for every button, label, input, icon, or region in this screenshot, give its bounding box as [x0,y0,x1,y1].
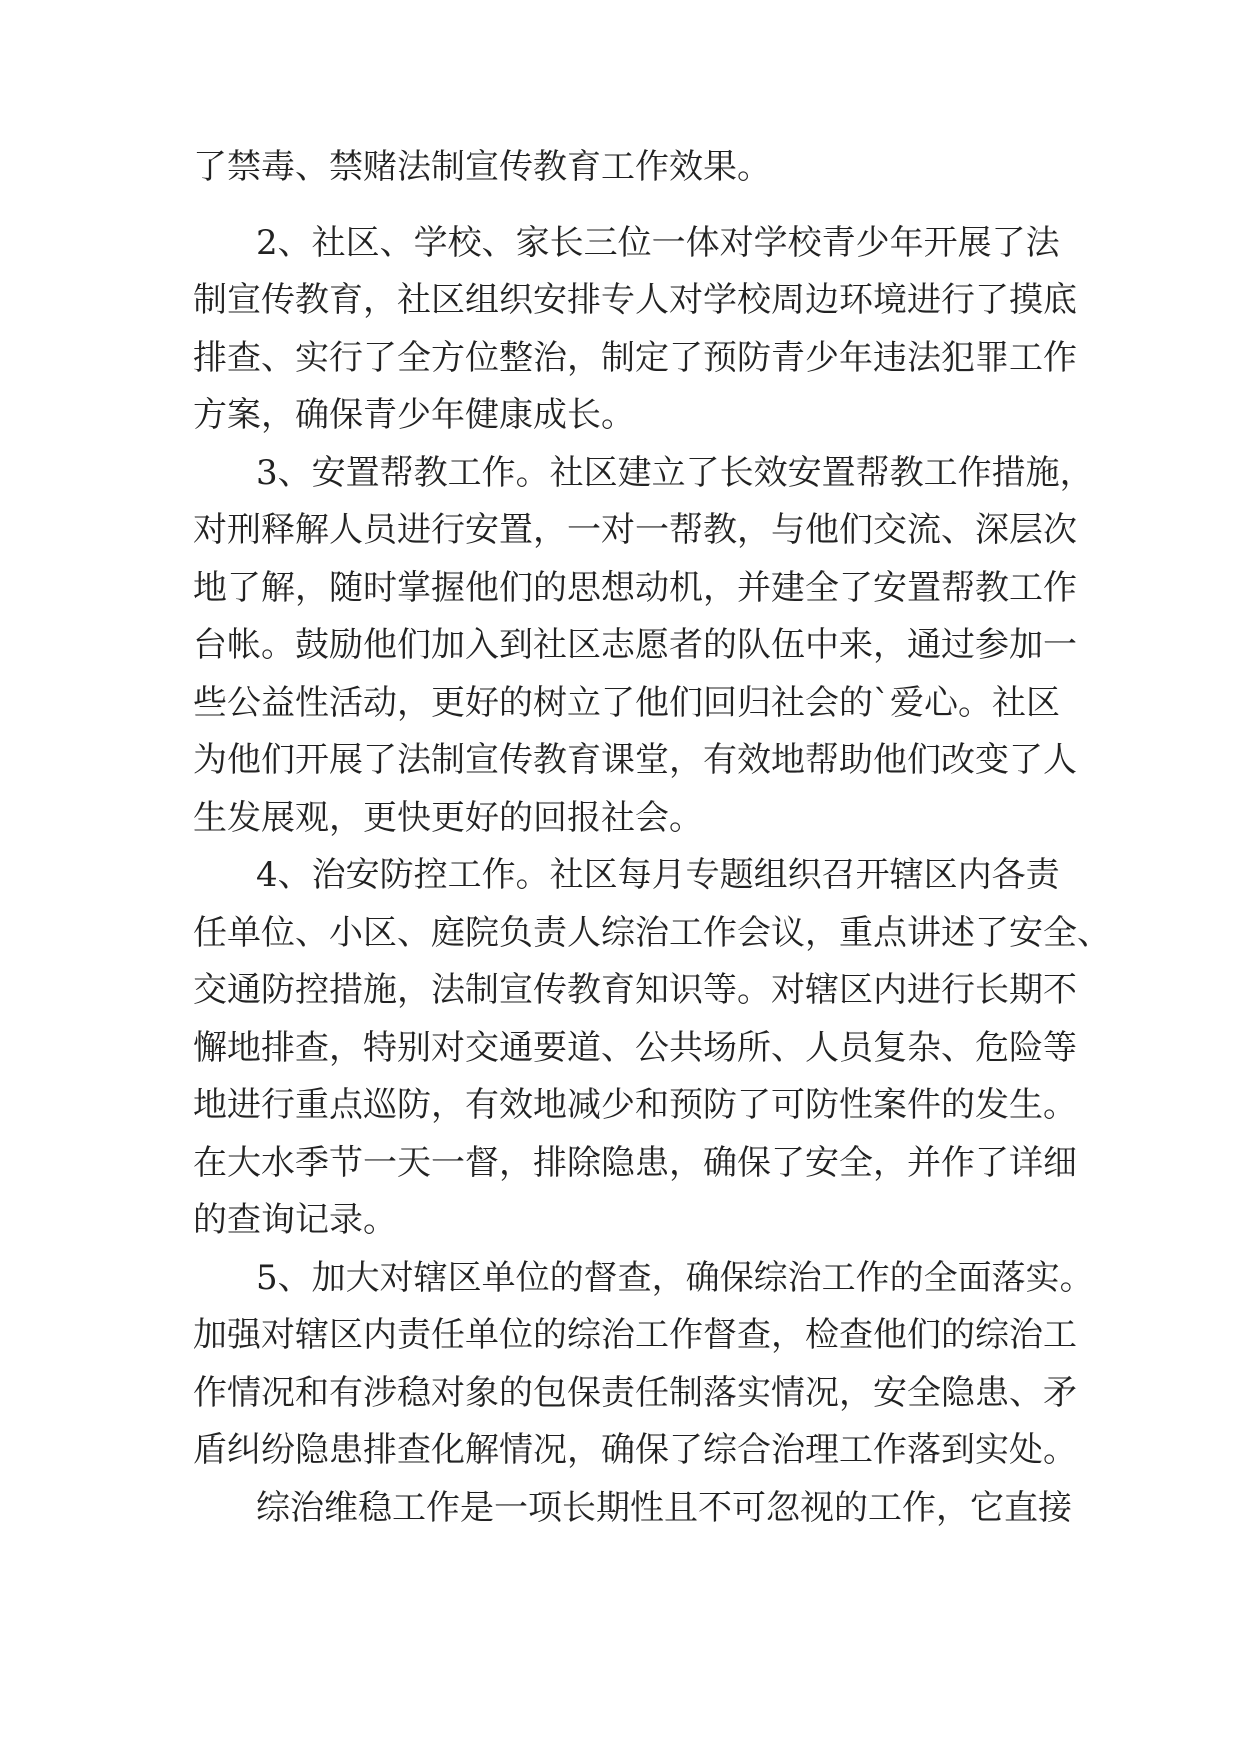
text-line: 了禁毒、禁赌法制宣传教育工作效果。 [193,147,771,187]
text-line: 懈地排查，特别对交通要道、公共场所、人员复杂、危险等 [193,1028,1077,1068]
text-line: 制宣传教育，社区组织安排专人对学校周边环境进行了摸底 [193,280,1077,320]
text-line: 任单位、小区、庭院负责人综治工作会议，重点讲述了安全、 [193,913,1111,953]
text-line: 些公益性活动，更好的树立了他们回归社会的`爱心。社区 [193,683,1060,723]
text-line: 3、安置帮教工作。社区建立了长效安置帮教工作措施， [256,453,1094,493]
text-line: 5、加大对辖区单位的督查，确保综治工作的全面落实。 [256,1258,1094,1298]
text-line: 台帐。鼓励他们加入到社区志愿者的队伍中来，通过参加一 [193,625,1077,665]
text-line: 地了解，随时掌握他们的思想动机，并建全了安置帮教工作 [193,568,1077,608]
text-line: 盾纠纷隐患排查化解情况，确保了综合治理工作落到实处。 [193,1430,1077,1470]
text-line: 方案，确保青少年健康成长。 [193,395,635,435]
text-line: 生发展观，更快更好的回报社会。 [193,798,703,838]
text-line: 作情况和有涉稳对象的包保责任制落实情况，安全隐患、矛 [193,1373,1077,1413]
text-line: 综治维稳工作是一项长期性且不可忽视的工作，它直接 [256,1488,1072,1528]
text-line: 交通防控措施，法制宣传教育知识等。对辖区内进行长期不 [193,970,1077,1010]
text-line: 为他们开展了法制宣传教育课堂，有效地帮助他们改变了人 [193,740,1077,780]
text-line: 在大水季节一天一督，排除隐患，确保了安全，并作了详细 [193,1143,1077,1183]
text-line: 4、治安防控工作。社区每月专题组织召开辖区内各责 [256,855,1060,895]
text-line: 排查、实行了全方位整治，制定了预防青少年违法犯罪工作 [193,338,1077,378]
text-line: 加强对辖区内责任单位的综治工作督查，检查他们的综治工 [193,1315,1077,1355]
text-line: 对刑释解人员进行安置，一对一帮教，与他们交流、深层次 [193,510,1077,550]
text-line: 地进行重点巡防，有效地减少和预防了可防性案件的发生。 [193,1085,1077,1125]
text-line: 的查询记录。 [193,1200,397,1240]
text-line: 2、社区、学校、家长三位一体对学校青少年开展了法 [256,223,1060,263]
